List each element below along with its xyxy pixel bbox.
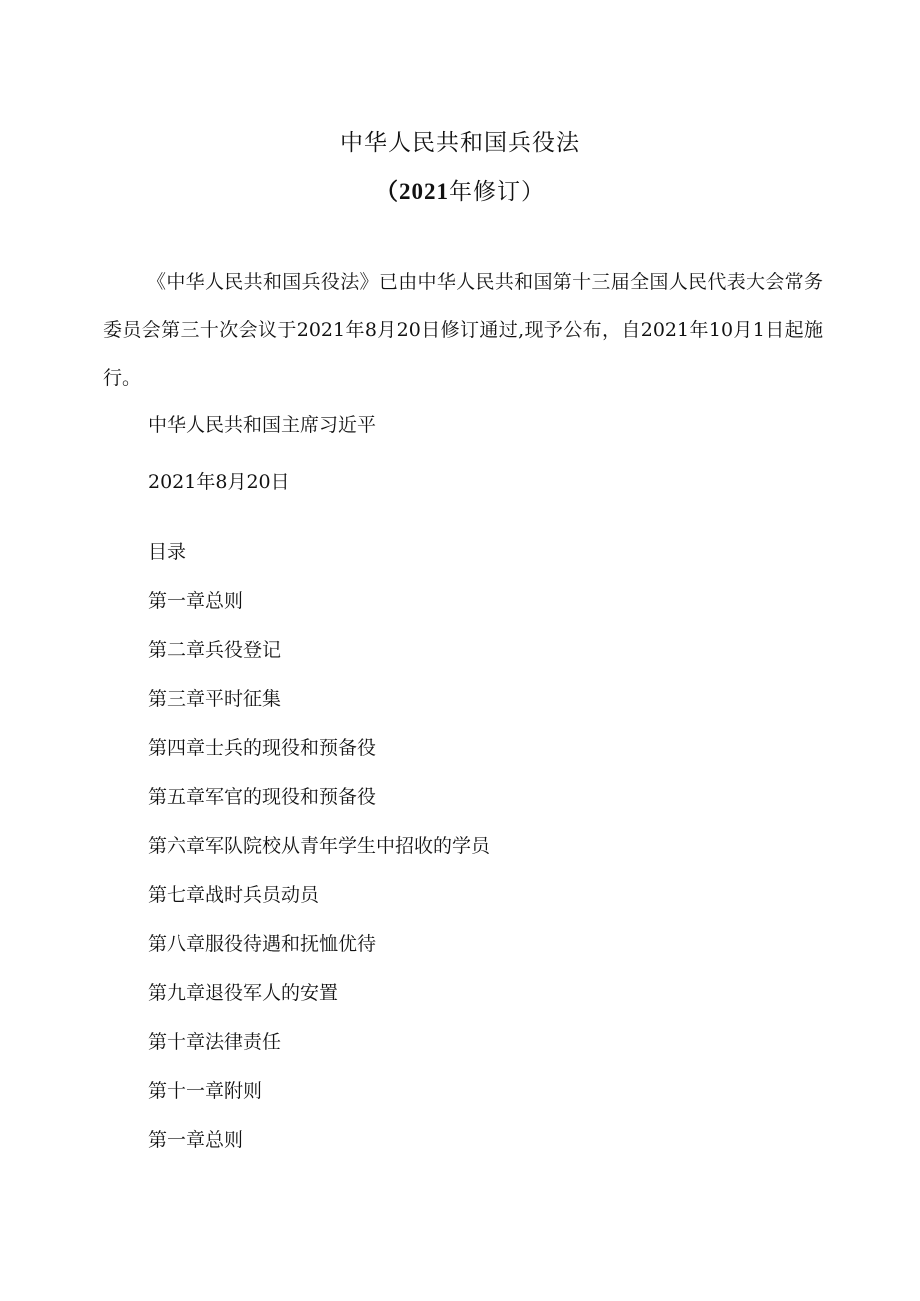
toc-item: 第三章平时征集 <box>148 688 282 710</box>
table-of-contents <box>148 534 490 1171</box>
signing-date: 2021年8月20日 <box>148 471 290 493</box>
toc-item: 第五章军官的现役和预备役 <box>148 786 377 808</box>
toc-item: 第九章退役军人的安置 <box>148 982 339 1004</box>
toc-item: 第十章法律责任 <box>148 1031 282 1053</box>
document-title: 中华人民共和国兵役法 <box>340 130 580 156</box>
subtitle-year: （2021 <box>375 179 449 204</box>
toc-item: 第二章兵役登记 <box>148 639 282 661</box>
toc-item: 第一章总则 <box>148 1129 244 1151</box>
toc-item: 第十一章附则 <box>148 1080 263 1102</box>
toc-item: 第六章军队院校从青年学生中招收的学员 <box>148 835 491 857</box>
subtitle-rest: 年修订） <box>449 179 545 205</box>
intro-paragraph: 《中华人民共和国兵役法》已由中华人民共和国第十三届全国人民代表大会常务委员会第三十次会议于2021年8月20日修订通过,现予公布，自2021年10月1日起施行。 <box>103 271 823 389</box>
toc-heading: 目录 <box>148 541 187 563</box>
document-subtitle <box>0 173 920 206</box>
toc-item: 第七章战时兵员动员 <box>148 884 320 906</box>
toc-item: 第一章总则 <box>148 590 244 612</box>
toc-item: 第四章士兵的现役和预备役 <box>148 737 377 759</box>
toc-item: 第八章服役待遇和抚恤优待 <box>148 933 377 955</box>
signatory: 中华人民共和国主席习近平 <box>148 414 377 436</box>
